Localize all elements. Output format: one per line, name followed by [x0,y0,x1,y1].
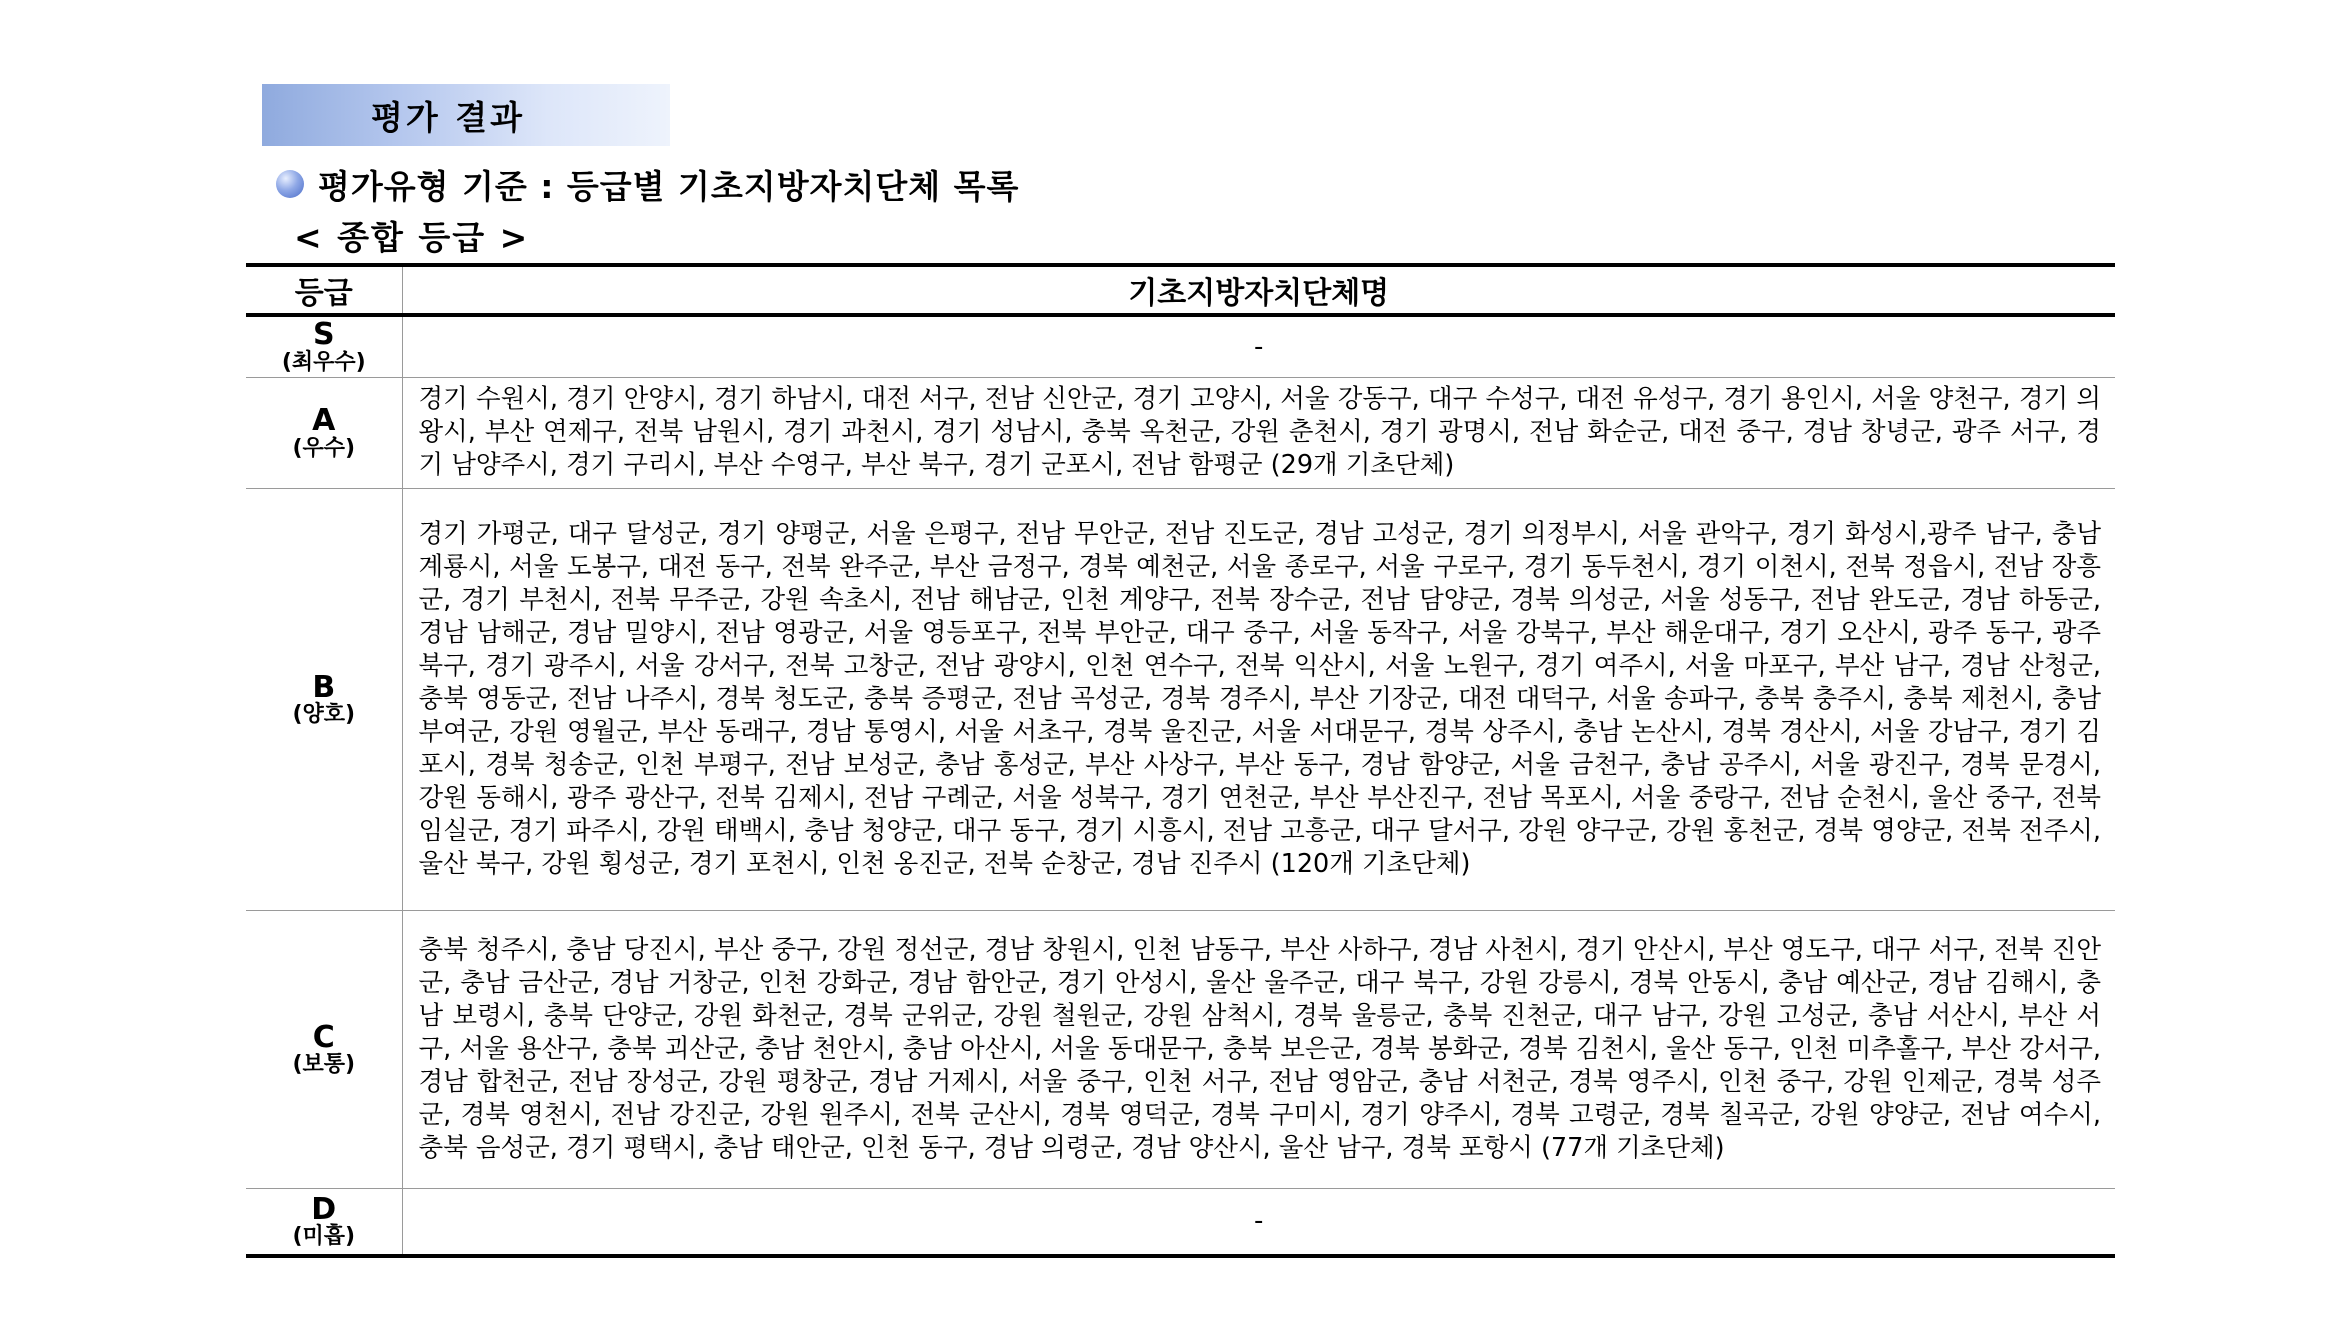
table-row [246,488,2115,910]
municipality-list: - [402,1188,2115,1256]
table-row [246,1188,2115,1256]
table-row [246,377,2115,488]
header-grade: 등급 [246,265,402,315]
grade-cell [246,910,402,1188]
grade-cell [246,1188,402,1256]
grade-description: (우수) [292,435,356,461]
heading-text: 평가유형 기준 : 등급별 기초지방자치단체 목록 [318,166,1020,206]
grade-table [246,263,2115,1258]
grade-cell [246,488,402,910]
section-title-box [262,84,670,146]
grade-letter: A [312,403,336,439]
table-header-row [246,265,2115,315]
grade-letter: S [312,317,335,353]
table-row [246,910,2115,1188]
grade-letter: D [311,1191,337,1227]
subtitle: < 종합 등급 > [294,218,530,257]
grade-description: (최우수) [281,349,366,375]
grade-description: (보통) [292,1052,356,1078]
municipality-list: - [402,315,2115,377]
header-municipalities: 기초지방자치단체명 [402,265,2115,315]
municipality-list: 경기 가평군, 대구 달성군, 경기 양평군, 서울 은평구, 전남 무안군, 전남 진도군, 경남 고성군, 경기 의정부시, 서울 관악구, 경기 화성시,광주 남구, 충남 계룡시, 서울 도봉구, 대전 동구, 전북 완주군, 부산 금정구, 경북 예천군, 서울 종로구, 서울 구로구, 경기 동두천시, 경기 이천시, 전북 정읍시, 전남 장흥군, 경기 부천시, 전북 무주군, 강원 속초시, 전남 해남군, 인천 계양구, 전북 장수군, 전남 담양군, 경북 의성군, 서울 성동구, 전남 완도군, 경남 하동군, 경남 남해군, 경남 밀양시, 전남 영광군, 서울 영등포구, 전북 부안군, 대구 중구, 서울 동작구, 서울 강북구, 부산 해운대구, 경기 오산시, 광주 동구, 광주 북구, 경기 광주시, 서울 강서구, 전북 고창군, 전남 광양시, 인천 연수구, 전북 익산시, 서울 노원구, 경기 여주시, 서울 마포구, 부산 남구, 경남 산청군, 충북 영동군, 전남 나주시, 경북 청도군, 충북 증평군, 전남 곡성군, 경북 경주시, 부산 기장군, 대전 대덕구, 서울 송파구, 충북 충주시, 충북 제천시, 충남 부여군, 강원 영월군, 부산 동래구, 경남 통영시, 서울 서초구, 경북 울진군, 서울 서대문구, 경북 상주시, 충남 논산시, 경북 경산시, 서울 강남구, 경기 김포시, 경북 청송군, 인천 부평구, 전남 보성군, 충남 홍성군, 부산 사상구, 부산 동구, 경남 함양군, 서울 금천구, 충남 공주시, 서울 광진구, 경북 문경시, 강원 동해시, 광주 광산구, 전북 김제시, 전남 구례군, 서울 성북구, 경기 연천군, 부산 부산진구, 전남 목포시, 서울 중랑구, 전남 순천시, 울산 중구, 전북 임실군, 경기 파주시, 강원 태백시, 충남 청양군, 대구 동구, 경기 시흥시, 전남 고흥군, 대구 달서구, 강원 양구군, 강원 홍천군, 경북 영양군, 전북 전주시, 울산 북구, 강원 횡성군, 경기 포천시, 인천 옹진군, 전북 순창군, 경남 진주시 (120개 기초단체) [402,488,2115,910]
section-title: 평가 결과 [371,97,526,137]
grade-cell [246,377,402,488]
municipality-list: 충북 청주시, 충남 당진시, 부산 중구, 강원 정선군, 경남 창원시, 인천 남동구, 부산 사하구, 경남 사천시, 경기 안산시, 부산 영도구, 대구 서구, 전북 진안군, 충남 금산군, 경남 거창군, 인천 강화군, 경남 함안군, 경기 안성시, 울산 울주군, 대구 북구, 강원 강릉시, 경북 안동시, 충남 예산군, 경남 김해시, 충남 보령시, 충북 단양군, 강원 화천군, 경북 군위군, 강원 철원군, 강원 삼척시, 경북 울릉군, 충북 진천군, 대구 남구, 강원 고성군, 충남 서산시, 부산 서구, 서울 용산구, 충북 괴산군, 충남 천안시, 충남 아산시, 서울 동대문구, 충북 보은군, 경북 봉화군, 경북 김천시, 울산 동구, 인천 미추홀구, 부산 강서구, 경남 합천군, 전남 장성군, 강원 평창군, 경남 거제시, 서울 중구, 인천 서구, 전남 영암군, 충남 서천군, 경북 영주시, 인천 중구, 강원 인제군, 경북 성주군, 경북 영천시, 전남 강진군, 강원 원주시, 전북 군산시, 경북 영덕군, 경북 구미시, 경기 양주시, 경북 고령군, 경북 칠곡군, 강원 양양군, 전남 여수시, 충북 음성군, 경기 평택시, 충남 태안군, 인천 동구, 경남 의령군, 경남 양산시, 울산 남구, 경북 포항시 (77개 기초단체) [402,910,2115,1188]
grade-description: (양호) [292,702,356,728]
grade-description: (미흡) [292,1224,356,1250]
municipality-list: 경기 수원시, 경기 안양시, 경기 하남시, 대전 서구, 전남 신안군, 경기 고양시, 서울 강동구, 대구 수성구, 대전 유성구, 경기 용인시, 서울 양천구, 경기 의왕시, 부산 연제구, 전북 남원시, 경기 과천시, 경기 성남시, 충북 옥천군, 강원 춘천시, 경기 광명시, 전남 화순군, 대전 중구, 경남 창녕군, 광주 서구, 경기 남양주시, 경기 구리시, 부산 수영구, 부산 북구, 경기 군포시, 전남 함평군 (29개 기초단체) [402,377,2115,488]
heading [276,162,1019,206]
grade-cell [246,315,402,377]
grade-letter: B [312,669,336,705]
grade-letter: C [312,1019,335,1055]
bullet-icon [276,170,304,198]
table-row [246,315,2115,377]
